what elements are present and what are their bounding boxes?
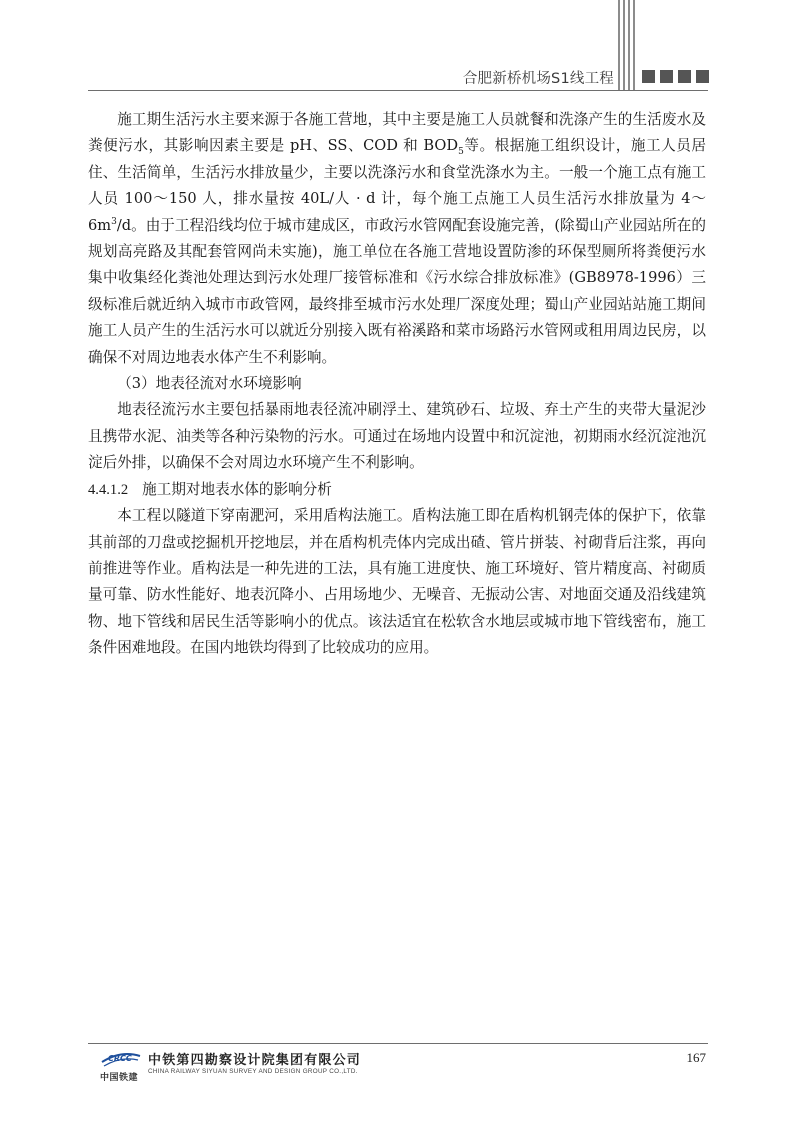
paragraph-domestic-sewage: 施工期生活污水主要来源于各施工营地，其中主要是施工人员就餐和洗涤产生的生活废水及粪便污水，其影响因素主要是 pH、SS、COD 和 $BOD_5$等。根据施工组织设计，施工人员居住、生活简单，生活污水排放量少，主要以洗涤污水和食堂洗涤水为主。一般一个施工点有施工人员 100～150 人，排水量按 40L/人 · d 计，每个施工点施工人员生活污水排放量为 $4\sim 6m^3/d$。由于工程沿线均位于城市建成区，市政污水管网配套设施完善，(除蜀山产业园站所在的规划高亮路及其配套管网尚未实施)，施工单位在各施工营地设置防渗的环保型厕所将粪便污水集中收集经化粪池处理达到污水处理厂接管标准和《污水综合排放标准》(GB8978-1996）三级标准后就近纳入城市市政管网，最终排至城市污水处理厂深度处理；蜀山产业园站站施工期间施工人员产生的生活污水可以就近分别接入既有裕溪路和菜市场路污水管网或租用周边民房，以确保不对周边地表水体产生不利影响。 — [88, 111, 706, 366]
section-heading — [88, 477, 706, 503]
header-square — [642, 70, 655, 83]
subheading-surface-runoff: （3）地表径流对水环境影响 — [117, 375, 302, 393]
header-title: 合肥新桥机场S1线工程 — [462, 71, 614, 87]
page-body — [88, 107, 706, 662]
footer-rule — [88, 1043, 708, 1044]
brand-name-cn: 中国铁建 — [100, 1073, 139, 1083]
section-number: 4.4.1.2 — [88, 481, 129, 498]
company-name-cn: 中铁第四勘察设计院集团有限公司 — [148, 1053, 362, 1068]
paragraph-surface-runoff: 地表径流污水主要包括暴雨地表径流冲刷浮土、建筑砂石、垃圾、弃土产生的夹带大量泥沙且携带水泥、油类等各种污染物的污水。可通过在场地内设置中和沉淀池，初期雨水经沉淀池沉淀后外排，以确保不会对周边水环境产生不利影响。 — [88, 401, 706, 472]
page-number: 167 — [686, 1050, 706, 1065]
header-square — [678, 70, 691, 83]
header-square — [660, 70, 673, 83]
section-title: 施工期对地表水体的影响分析 — [142, 480, 332, 498]
header-squares — [642, 70, 709, 86]
paragraph-shield-tunneling: 本工程以隧道下穿南淝河，采用盾构法施工。盾构法施工即在盾构机钢壳体的保护下，依靠其前部的刀盘或挖掘机开挖地层，并在盾构机壳体内完成出碴、管片拼装、衬砌背后注浆，再向前推进等作业。盾构法是一种先进的工法，具有施工进度快、施工环境好、管片精度高、衬砌质量可靠、防水性能好、地表沉降小、占用场地少、无噪音、无振动公害、对地面交通及沿线建筑物、地下管线和居民生活等影响小的优点。该法适宜在松软含水地层或城市地下管线密布，施工条件困难地段。在国内地铁均得到了比较成功的应用。 — [88, 507, 706, 657]
header-square — [696, 70, 709, 83]
header-rule — [88, 90, 708, 91]
logo-text: CRCC — [108, 1054, 132, 1063]
company-name-en: CHINA RAILWAY SIYUAN SURVEY AND DESIGN GROUP CO.,LTD. — [148, 1068, 358, 1075]
header-decorative-bars — [618, 0, 638, 90]
